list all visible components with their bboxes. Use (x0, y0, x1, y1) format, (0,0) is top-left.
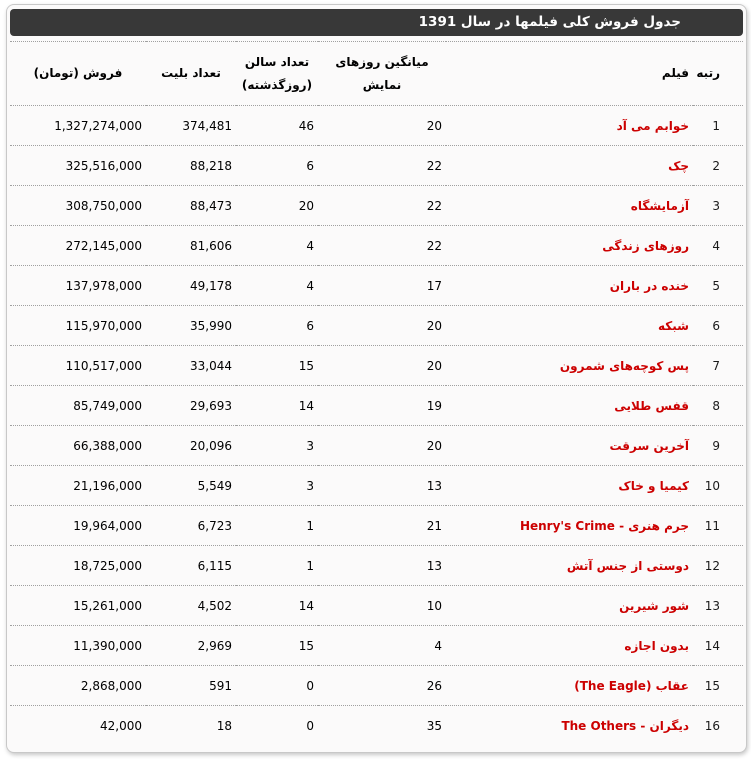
salons-cell: 6 (236, 146, 318, 186)
column-header-rank: رتبه (693, 42, 743, 106)
table-row (10, 306, 743, 346)
rank-cell: 3 (693, 186, 743, 226)
avg-days-cell: 20 (318, 306, 446, 346)
film-sales-panel (6, 4, 747, 753)
salons-cell: 20 (236, 186, 318, 226)
salons-cell: 0 (236, 666, 318, 706)
rank-cell: 9 (693, 426, 743, 466)
avg-days-cell: 17 (318, 266, 446, 306)
sales-cell: 85,749,000 (10, 386, 146, 426)
sales-cell: 66,388,000 (10, 426, 146, 466)
tickets-cell: 33,044 (146, 346, 236, 386)
sales-cell: 308,750,000 (10, 186, 146, 226)
salons-cell: 4 (236, 226, 318, 266)
tickets-cell: 374,481 (146, 106, 236, 146)
sales-cell: 11,390,000 (10, 626, 146, 666)
rank-cell: 10 (693, 466, 743, 506)
table-row (10, 266, 743, 306)
sales-cell: 2,868,000 (10, 666, 146, 706)
tickets-cell: 591 (146, 666, 236, 706)
film-cell: بدون اجازه (446, 626, 693, 666)
table-row (10, 706, 743, 746)
table-title-bar (10, 9, 743, 36)
tickets-cell: 6,723 (146, 506, 236, 546)
sales-cell: 325,516,000 (10, 146, 146, 186)
table-row (10, 626, 743, 666)
salons-cell: 0 (236, 706, 318, 746)
tickets-cell: 2,969 (146, 626, 236, 666)
tickets-cell: 35,990 (146, 306, 236, 346)
rank-cell: 11 (693, 506, 743, 546)
film-cell: دوستی از جنس آتش (446, 546, 693, 586)
table-row (10, 666, 743, 706)
table-row (10, 506, 743, 546)
film-cell: خوابم می آد (446, 106, 693, 146)
film-cell: پس کوچه‌های شمرون (446, 346, 693, 386)
film-cell: دیگران - The Others (446, 706, 693, 746)
table-row (10, 346, 743, 386)
rank-cell: 4 (693, 226, 743, 266)
salons-cell: 14 (236, 386, 318, 426)
rank-cell: 13 (693, 586, 743, 626)
rank-cell: 5 (693, 266, 743, 306)
table-row (10, 426, 743, 466)
sales-cell: 42,000 (10, 706, 146, 746)
film-cell: خنده در باران (446, 266, 693, 306)
tickets-cell: 29,693 (146, 386, 236, 426)
tickets-cell: 88,218 (146, 146, 236, 186)
avg-days-cell: 20 (318, 346, 446, 386)
tickets-cell: 5,549 (146, 466, 236, 506)
avg-days-cell: 19 (318, 386, 446, 426)
film-sales-table (10, 41, 743, 746)
avg-days-cell: 20 (318, 426, 446, 466)
avg-days-cell: 13 (318, 546, 446, 586)
salons-cell: 4 (236, 266, 318, 306)
sales-cell: 15,261,000 (10, 586, 146, 626)
tickets-cell: 49,178 (146, 266, 236, 306)
salons-cell: 1 (236, 546, 318, 586)
film-cell: جرم هنری - Henry's Crime (446, 506, 693, 546)
sales-cell: 115,970,000 (10, 306, 146, 346)
avg-days-cell: 22 (318, 226, 446, 266)
rank-cell: 1 (693, 106, 743, 146)
sales-cell: 110,517,000 (10, 346, 146, 386)
salons-cell: 15 (236, 346, 318, 386)
tickets-cell: 20,096 (146, 426, 236, 466)
film-cell: شبکه (446, 306, 693, 346)
table-row (10, 146, 743, 186)
film-cell: کیمیا و خاک (446, 466, 693, 506)
table-row (10, 466, 743, 506)
table-header (10, 42, 743, 106)
table-title: جدول فروش کلی فیلمها در سال 1391 (418, 14, 681, 30)
avg-days-cell: 13 (318, 466, 446, 506)
column-header-sales: فروش (تومان) (10, 42, 146, 106)
table-row (10, 106, 743, 146)
avg-days-cell: 4 (318, 626, 446, 666)
sales-cell: 18,725,000 (10, 546, 146, 586)
table-row (10, 386, 743, 426)
column-header-avg-days: میانگین روزهای نمایش (318, 42, 446, 106)
column-header-salons: تعداد سالن (روزگذشته) (236, 42, 318, 106)
salons-cell: 15 (236, 626, 318, 666)
avg-days-cell: 35 (318, 706, 446, 746)
column-header-film: فیلم (446, 42, 693, 106)
sales-cell: 21,196,000 (10, 466, 146, 506)
table-row (10, 546, 743, 586)
film-cell: چک (446, 146, 693, 186)
film-cell: آزمایشگاه (446, 186, 693, 226)
rank-cell: 8 (693, 386, 743, 426)
rank-cell: 2 (693, 146, 743, 186)
film-cell: روزهای زندگی (446, 226, 693, 266)
header-row (10, 42, 743, 106)
rank-cell: 12 (693, 546, 743, 586)
avg-days-cell: 20 (318, 106, 446, 146)
table-row (10, 226, 743, 266)
sales-cell: 272,145,000 (10, 226, 146, 266)
sales-cell: 19,964,000 (10, 506, 146, 546)
tickets-cell: 6,115 (146, 546, 236, 586)
salons-cell: 14 (236, 586, 318, 626)
rank-cell: 6 (693, 306, 743, 346)
salons-cell: 1 (236, 506, 318, 546)
rank-cell: 16 (693, 706, 743, 746)
salons-cell: 3 (236, 426, 318, 466)
salons-cell: 46 (236, 106, 318, 146)
table-row (10, 186, 743, 226)
avg-days-cell: 22 (318, 186, 446, 226)
table-row (10, 586, 743, 626)
tickets-cell: 4,502 (146, 586, 236, 626)
film-cell: عقاب (The Eagle) (446, 666, 693, 706)
avg-days-cell: 26 (318, 666, 446, 706)
tickets-cell: 88,473 (146, 186, 236, 226)
rank-cell: 15 (693, 666, 743, 706)
tickets-cell: 18 (146, 706, 236, 746)
avg-days-cell: 21 (318, 506, 446, 546)
salons-cell: 6 (236, 306, 318, 346)
avg-days-cell: 22 (318, 146, 446, 186)
tickets-cell: 81,606 (146, 226, 236, 266)
film-cell: شور شیرین (446, 586, 693, 626)
rank-cell: 7 (693, 346, 743, 386)
film-cell: قفس طلایی (446, 386, 693, 426)
column-header-tickets: تعداد بلیت (146, 42, 236, 106)
sales-cell: 1,327,274,000 (10, 106, 146, 146)
table-body (10, 106, 743, 746)
film-cell: آخرین سرقت (446, 426, 693, 466)
sales-cell: 137,978,000 (10, 266, 146, 306)
salons-cell: 3 (236, 466, 318, 506)
rank-cell: 14 (693, 626, 743, 666)
avg-days-cell: 10 (318, 586, 446, 626)
